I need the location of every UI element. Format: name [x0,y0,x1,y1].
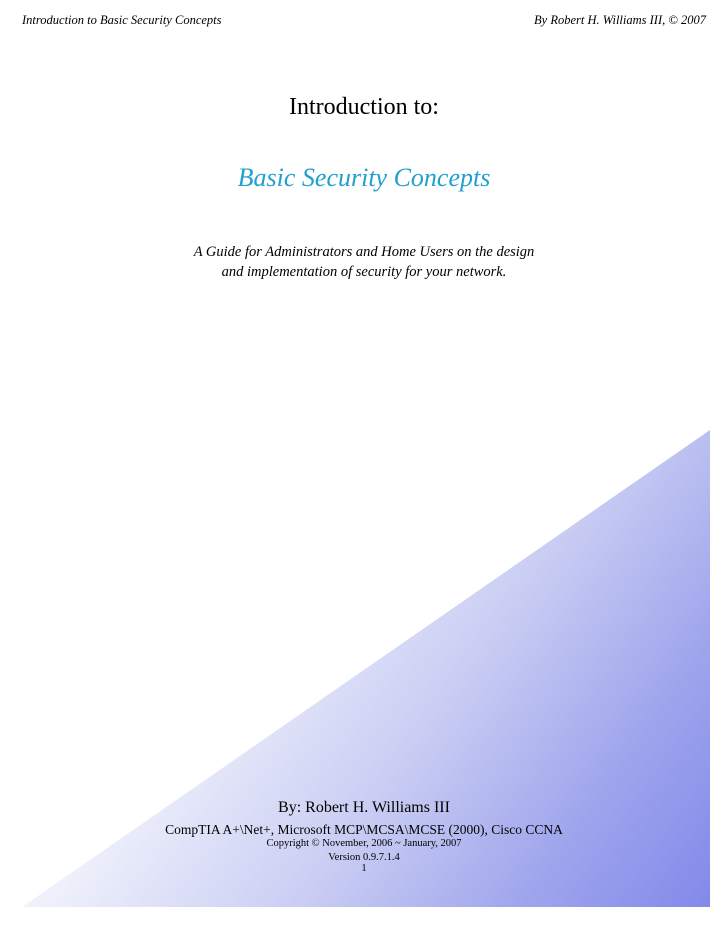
page-subtitle [0,162,728,194]
certifications-text: CompTIA A+\Net+, Microsoft MCP\MCSA\MCSE (2000), Cisco CCNA [165,822,563,837]
header-author-copyright: By Robert H. Williams III, © 2007 [534,13,706,27]
header-document-title: Introduction to Basic Security Concepts [22,13,222,27]
copyright-text: Copyright © November, 2006 ~ January, 2007 [266,838,462,849]
guide-description [0,242,728,282]
page-title [0,93,728,121]
author-byline [0,798,728,818]
byline-text: By: Robert H. Williams III [278,799,450,816]
version-text: Version 0.9.7.1.4 [328,852,400,863]
page-header [22,13,706,31]
guide-line-2: and implementation of security for your network. [221,264,507,280]
title-text: Introduction to: [289,94,439,120]
copyright-notice [0,837,728,851]
page-number-text: 1 [361,863,367,874]
subtitle-text: Basic Security Concepts [237,163,491,192]
page-number [0,862,728,876]
guide-line-1: A Guide for Administrators and Home Users on the design [193,244,535,260]
